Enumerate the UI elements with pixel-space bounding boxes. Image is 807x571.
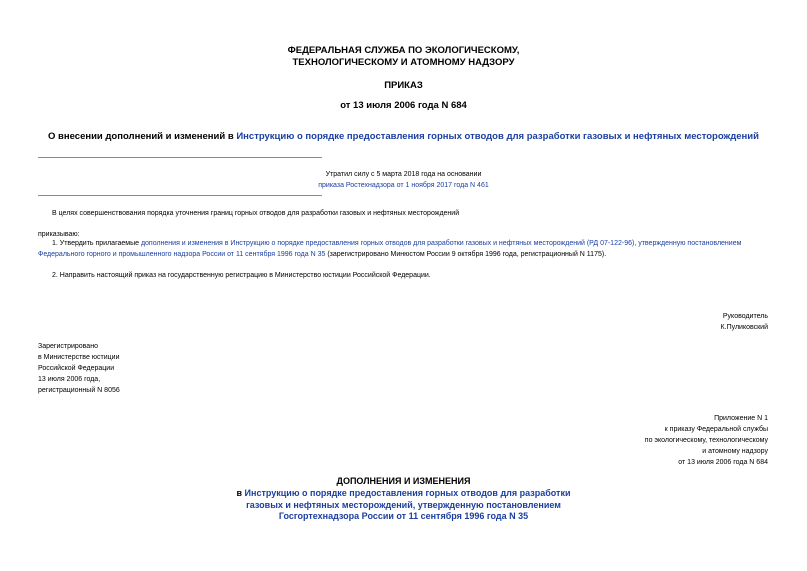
document-title [0, 131, 807, 143]
agency-name-line1: ФЕДЕРАЛЬНАЯ СЛУЖБА ПО ЭКОЛОГИЧЕСКОМУ, [287, 45, 520, 56]
amendments-heading: ДОПОЛНЕНИЯ И ИЗМЕНЕНИЯ [336, 476, 471, 486]
appendix-block [645, 413, 768, 468]
divider-bottom [38, 195, 322, 196]
appendix-line: и атомному надзору [702, 448, 768, 455]
signature-name: К.Пуликовский [720, 324, 768, 331]
registration-line: Российской Федерации [38, 365, 115, 372]
title-instruction-link[interactable]: Инструкцию о порядке предоставления горных отводов для разработки газовых и нефтяных месторождений [236, 131, 759, 142]
status-note [0, 169, 807, 191]
registration-block [38, 341, 120, 396]
document-date: от 13 июля 2006 года N 684 [340, 100, 467, 111]
appendix-line: по экологическому, технологическому [644, 437, 768, 444]
appendix-line: от 13 июля 2006 года N 684 [678, 459, 768, 466]
status-line: Утратил силу с 5 марта 2018 года на основании [325, 171, 482, 178]
signature-block [721, 311, 768, 333]
item1-amendments-link[interactable]: дополнения и изменения в Инструкцию о порядке предоставления горных отводов для разработки газовых и нефтяных месторождений (РД 07-122-96), утвержденную постановлением Федерального горного и промышленного надзора России от 11 сентября 1996 года N 35 [38, 240, 742, 258]
signature-position: Руководитель [722, 313, 768, 320]
registration-line: Зарегистрировано [38, 343, 98, 350]
order-item-1 [38, 238, 770, 260]
amendments-prefix: в [236, 488, 245, 498]
document-type: ПРИКАЗ [384, 80, 423, 91]
order-word: приказываю: [38, 231, 80, 238]
amendments-line1 [0, 488, 807, 500]
title-prefix: О внесении дополнений и изменений в [48, 131, 237, 142]
item1-prefix: 1. Утвердить прилагаемые [52, 240, 141, 247]
status-order-link[interactable]: приказа Ростехнадзора от 1 ноября 2017 года N 461 [318, 182, 489, 189]
order-item-2: 2. Направить настоящий приказ на государственную регистрацию в Министерство юстиции Российской Федерации. [52, 272, 431, 279]
amendments-line3[interactable]: Госгортехнадзора России от 11 сентября 1996 года N 35 [278, 511, 529, 521]
agency-name-line2: ТЕХНОЛОГИЧЕСКОМУ И АТОМНОМУ НАДЗОРУ [292, 57, 515, 68]
divider-top [38, 157, 322, 158]
registration-line: 13 июля 2006 года, [38, 376, 101, 383]
appendix-line: Приложение N 1 [714, 415, 768, 422]
amendments-instruction-link[interactable]: Инструкцию о порядке предоставления горных отводов для разработки [244, 488, 571, 498]
intro-paragraph: В целях совершенствования порядка уточнения границ горных отводов для разработки газовых и нефтяных месторождений [52, 210, 460, 217]
item1-suffix: (зарегистрировано Минюстом России 9 октября 1996 года, регистрационный N 1175). [325, 251, 607, 258]
registration-line: в Министерстве юстиции [38, 354, 120, 361]
appendix-line: к приказу Федеральной службы [664, 426, 768, 433]
registration-line: регистрационный N 8056 [38, 387, 120, 394]
amendments-line2[interactable]: газовых и нефтяных месторождений, утвержденную постановлением [246, 499, 561, 510]
